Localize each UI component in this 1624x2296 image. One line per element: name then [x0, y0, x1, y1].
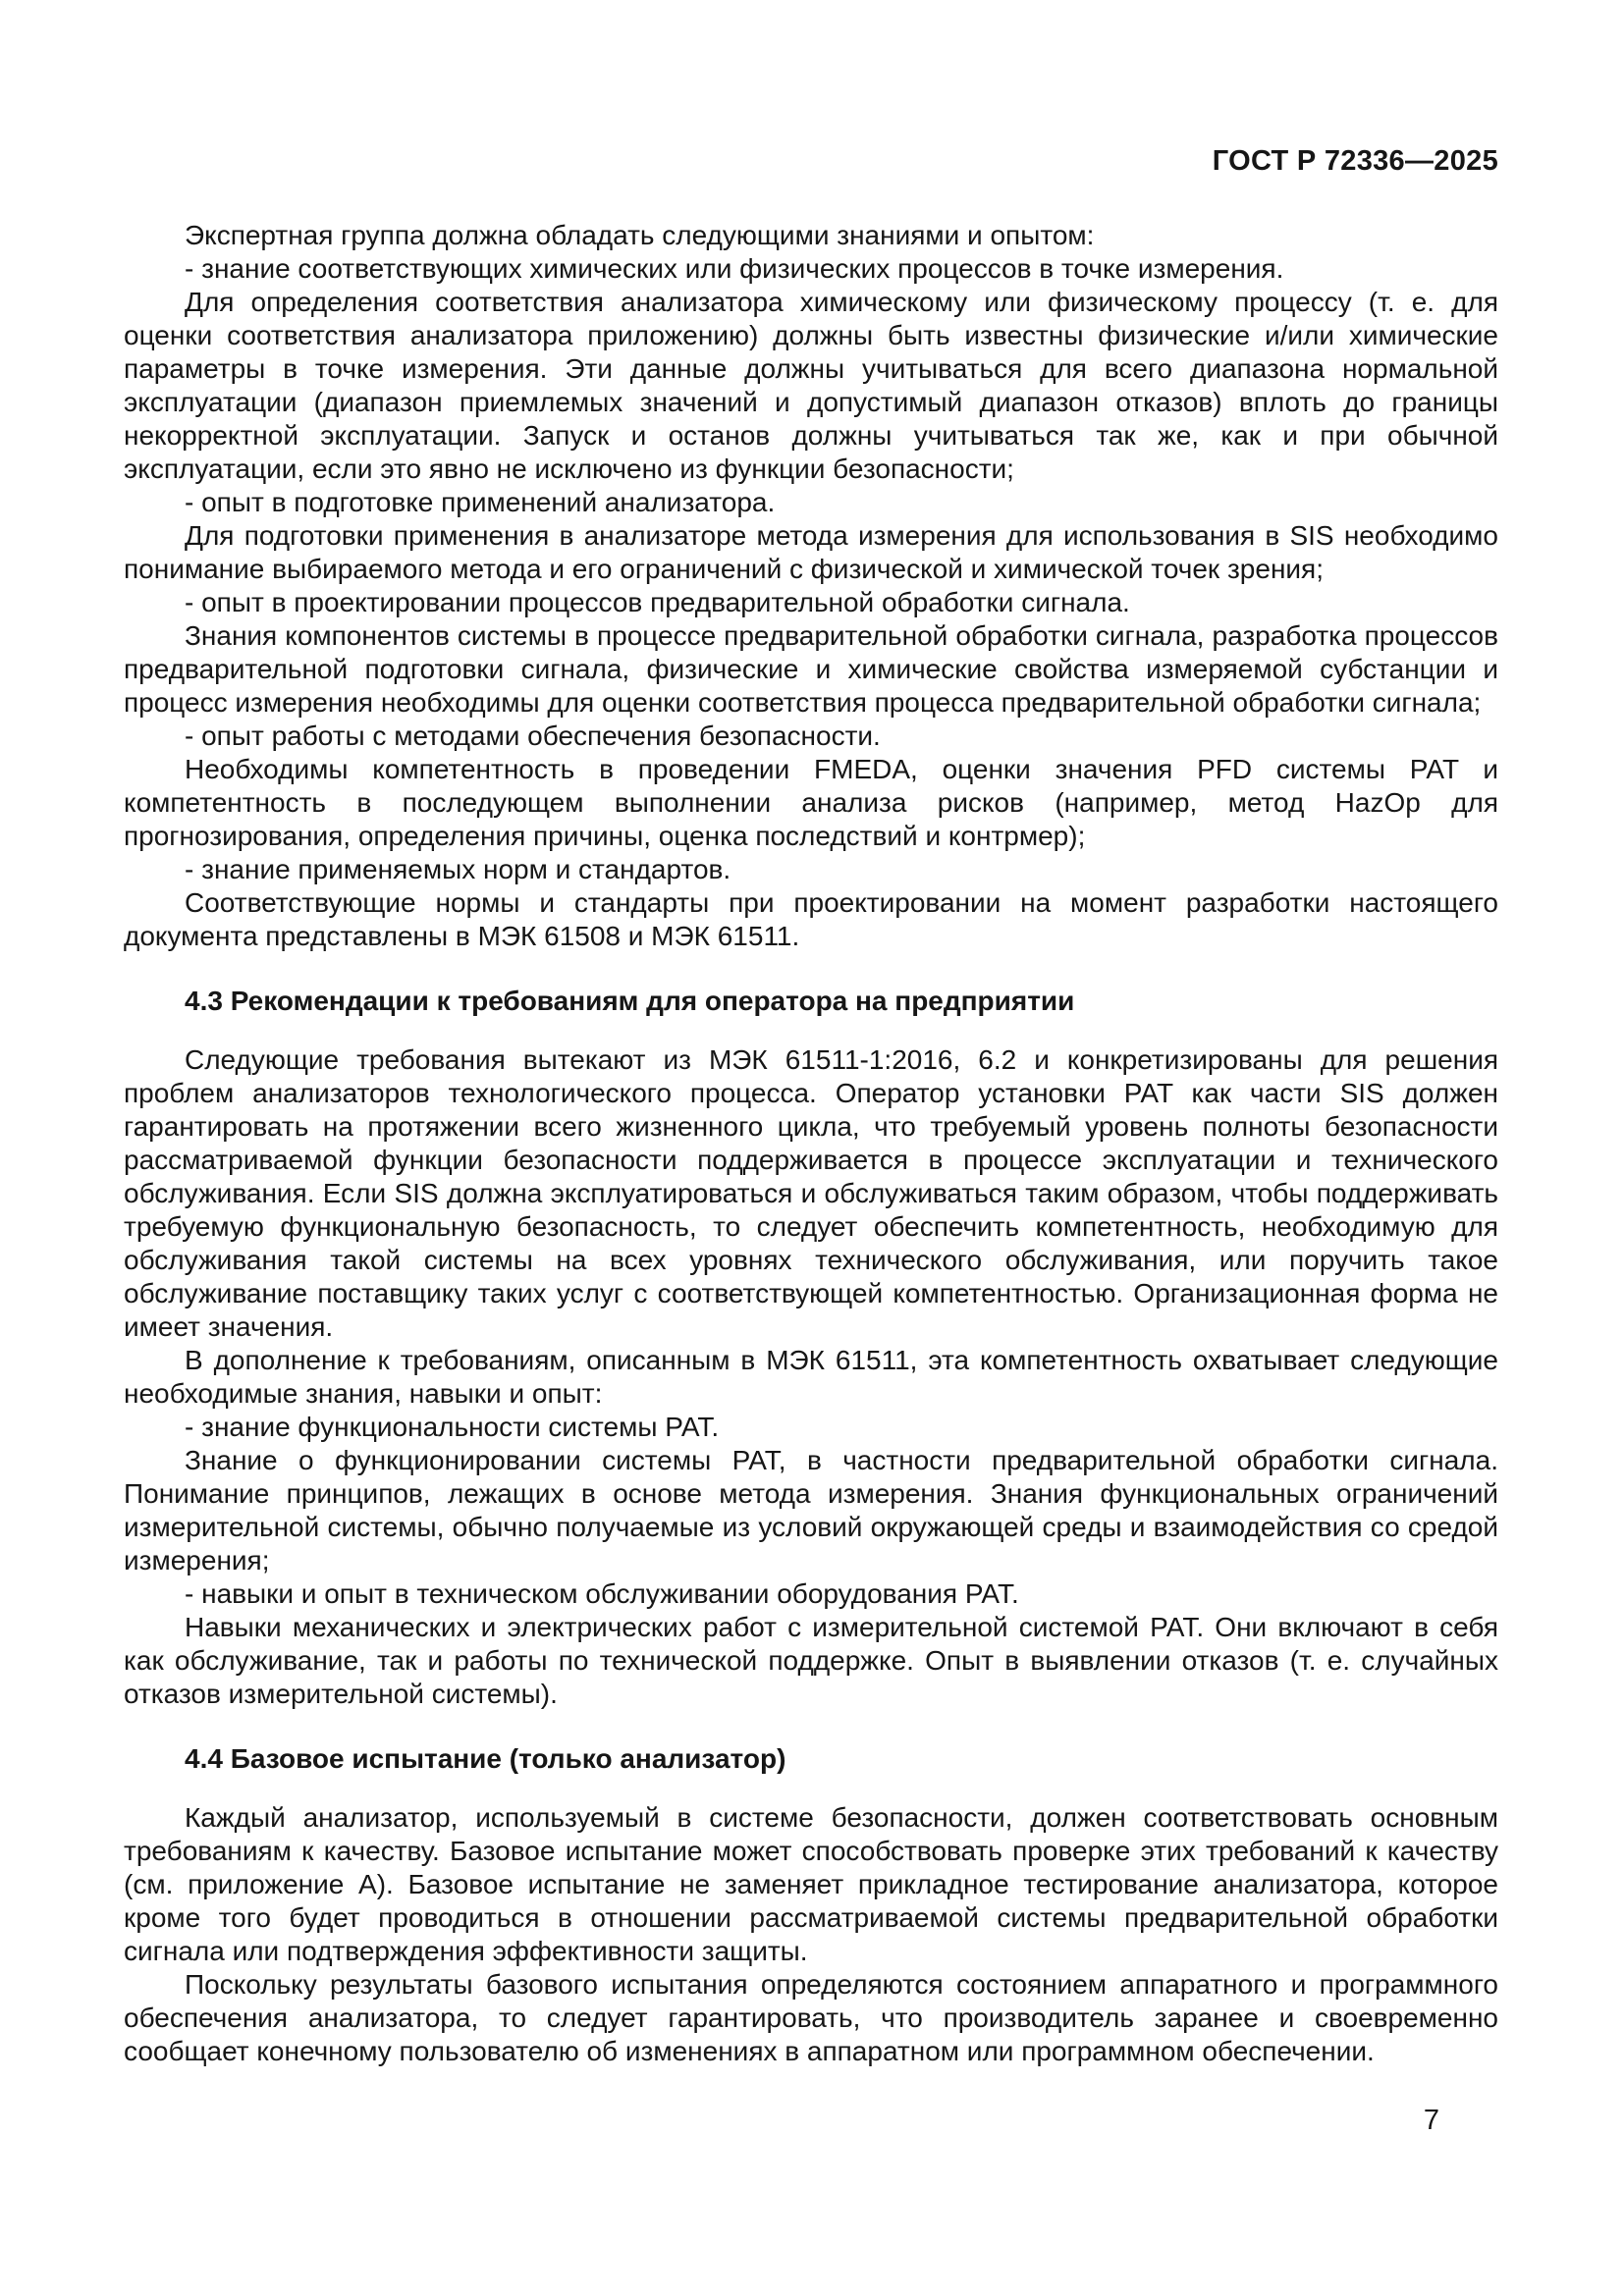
section-heading-4-3: 4.3 Рекомендации к требованиям для оператора на предприятии [185, 986, 1075, 1016]
paragraph-analyzer-conformity: Для определения соответствия анализатора химическому или физическому процессу (т. е. для оценки соответствия анализатора приложению) должны быть известны физические и/или химические параметры в точке измерения. Эти данные должны учитываться для всего диапазона нормальной эксплуатации (диапазон приемлемых значений и допустимый диапазон отказов) вплоть до границы некорректной эксплуатации. Запуск и останов должны учитываться так же, как и при обычной эксплуатации, если это явно не исключено из функции безопасности; [124, 287, 1498, 484]
list-item-signal-processing-design: - опыт в проектировании процессов предварительной обработки сигнала. [185, 587, 1130, 617]
page-header [124, 145, 1498, 178]
paragraph-system-components-knowledge: Знания компонентов системы в процессе предварительной обработки сигнала, разработка процессов предварительной подготовки сигнала, физические и химические свойства измеряемой субстанции и процесс измерения необходимы для оценки соответствия процесса предварительной обработки сигнала; [124, 620, 1498, 718]
list-item-pat-maintenance-skills: - навыки и опыт в техническом обслуживании оборудования PAT. [185, 1578, 1019, 1609]
document-number: ГОСТ Р 72336—2025 [1212, 145, 1498, 177]
section-heading-4-4: 4.4 Базовое испытание (только анализатор) [185, 1743, 786, 1774]
paragraph-operator-requirements: Следующие требования вытекают из МЭК 61511-1:2016, 6.2 и конкретизированы для решения проблем анализаторов технологического процесса. Оператор установки PAT как части SIS должен гарантировать на протяжении всего жизненного цикла, что требуемый уровень полноты безопасности рассматриваемой функции безопасности поддерживается в процессе эксплуатации и технического обслуживания. Если SIS должна эксплуатироваться и обслуживаться таким образом, чтобы поддерживать требуемую функциональную безопасность, то следует обеспечить компетентность, необходимую для обслуживания такой системы на всех уровнях технического обслуживания, или поручить такое обслуживание поставщику таких услуг с соответствующей компетентностью. Организационная форма не имеет значения. [124, 1044, 1498, 1342]
paragraph-intro-knowledge: Экспертная группа должна обладать следующими знаниями и опытом: [185, 220, 1095, 250]
paragraph-additional-competence: В дополнение к требованиям, описанным в МЭК 61511, эта компетентность охватывает следующие необходимые знания, навыки и опыт: [124, 1345, 1498, 1409]
list-item-chemical-processes: - знание соответствующих химических или физических процессов в точке измерения. [185, 253, 1284, 284]
document-body [124, 219, 1498, 2068]
paragraph-pat-system-knowledge: Знание о функционировании системы PAT, в частности предварительной обработки сигнала. Понимание принципов, лежащих в основе метода измерения. Знания функциональных ограничений измерительной системы, обычно получаемые из условий окружающей среды и взаимодействия со средой измерения; [124, 1445, 1498, 1575]
page-number: 7 [1423, 2105, 1439, 2136]
paragraph-mechanical-electrical-skills: Навыки механических и электрических работ с измерительной системой PAT. Они включают в себя как обслуживание, так и работы по технической поддержке. Опыт в выявлении отказов (т. е. случайных отказов измерительной системы). [124, 1612, 1498, 1709]
list-item-pat-functionality-knowledge: - знание функциональности системы PAT. [185, 1412, 720, 1442]
paragraph-basic-test-quality: Каждый анализатор, используемый в системе безопасности, должен соответствовать основным требованиям к качеству. Базовое испытание может способствовать проверке этих требований к качеству (см. приложение А). Базовое испытание не заменяет прикладное тестирование анализатора, которое кроме того будет проводиться в отношении рассматриваемой системы предварительной обработки сигнала или подтверждения эффективности защиты. [124, 1802, 1498, 1966]
paragraph-method-understanding: Для подготовки применения в анализаторе метода измерения для использования в SIS необходимо понимание выбираемого метода и его ограничений с физической и химической точек зрения; [124, 520, 1498, 584]
list-item-analyzer-application-experience: - опыт в подготовке применений анализатора. [185, 487, 776, 517]
list-item-safety-methods-experience: - опыт работы с методами обеспечения безопасности. [185, 721, 881, 751]
paragraph-fmeda-competence: Необходимы компетентность в проведении FMEDA, оценки значения PFD системы PAT и компетентность в последующем выполнении анализа рисков (например, метод HazOp для прогнозирования, определения причины, оценка последствий и контрмер); [124, 754, 1498, 851]
page-footer [1424, 2105, 1439, 2137]
paragraph-basic-test-results: Поскольку результаты базового испытания определяются состоянием аппаратного и программного обеспечения анализатора, то следует гарантировать, что производитель заранее и своевременно сообщает конечному пользователю об изменениях в аппаратном или программном обеспечении. [124, 1969, 1498, 2066]
paragraph-applicable-standards: Соответствующие нормы и стандарты при проектировании на момент разработки настоящего документа представлены в МЭК 61508 и МЭК 61511. [124, 887, 1498, 951]
list-item-norms-standards-knowledge: - знание применяемых норм и стандартов. [185, 854, 731, 884]
